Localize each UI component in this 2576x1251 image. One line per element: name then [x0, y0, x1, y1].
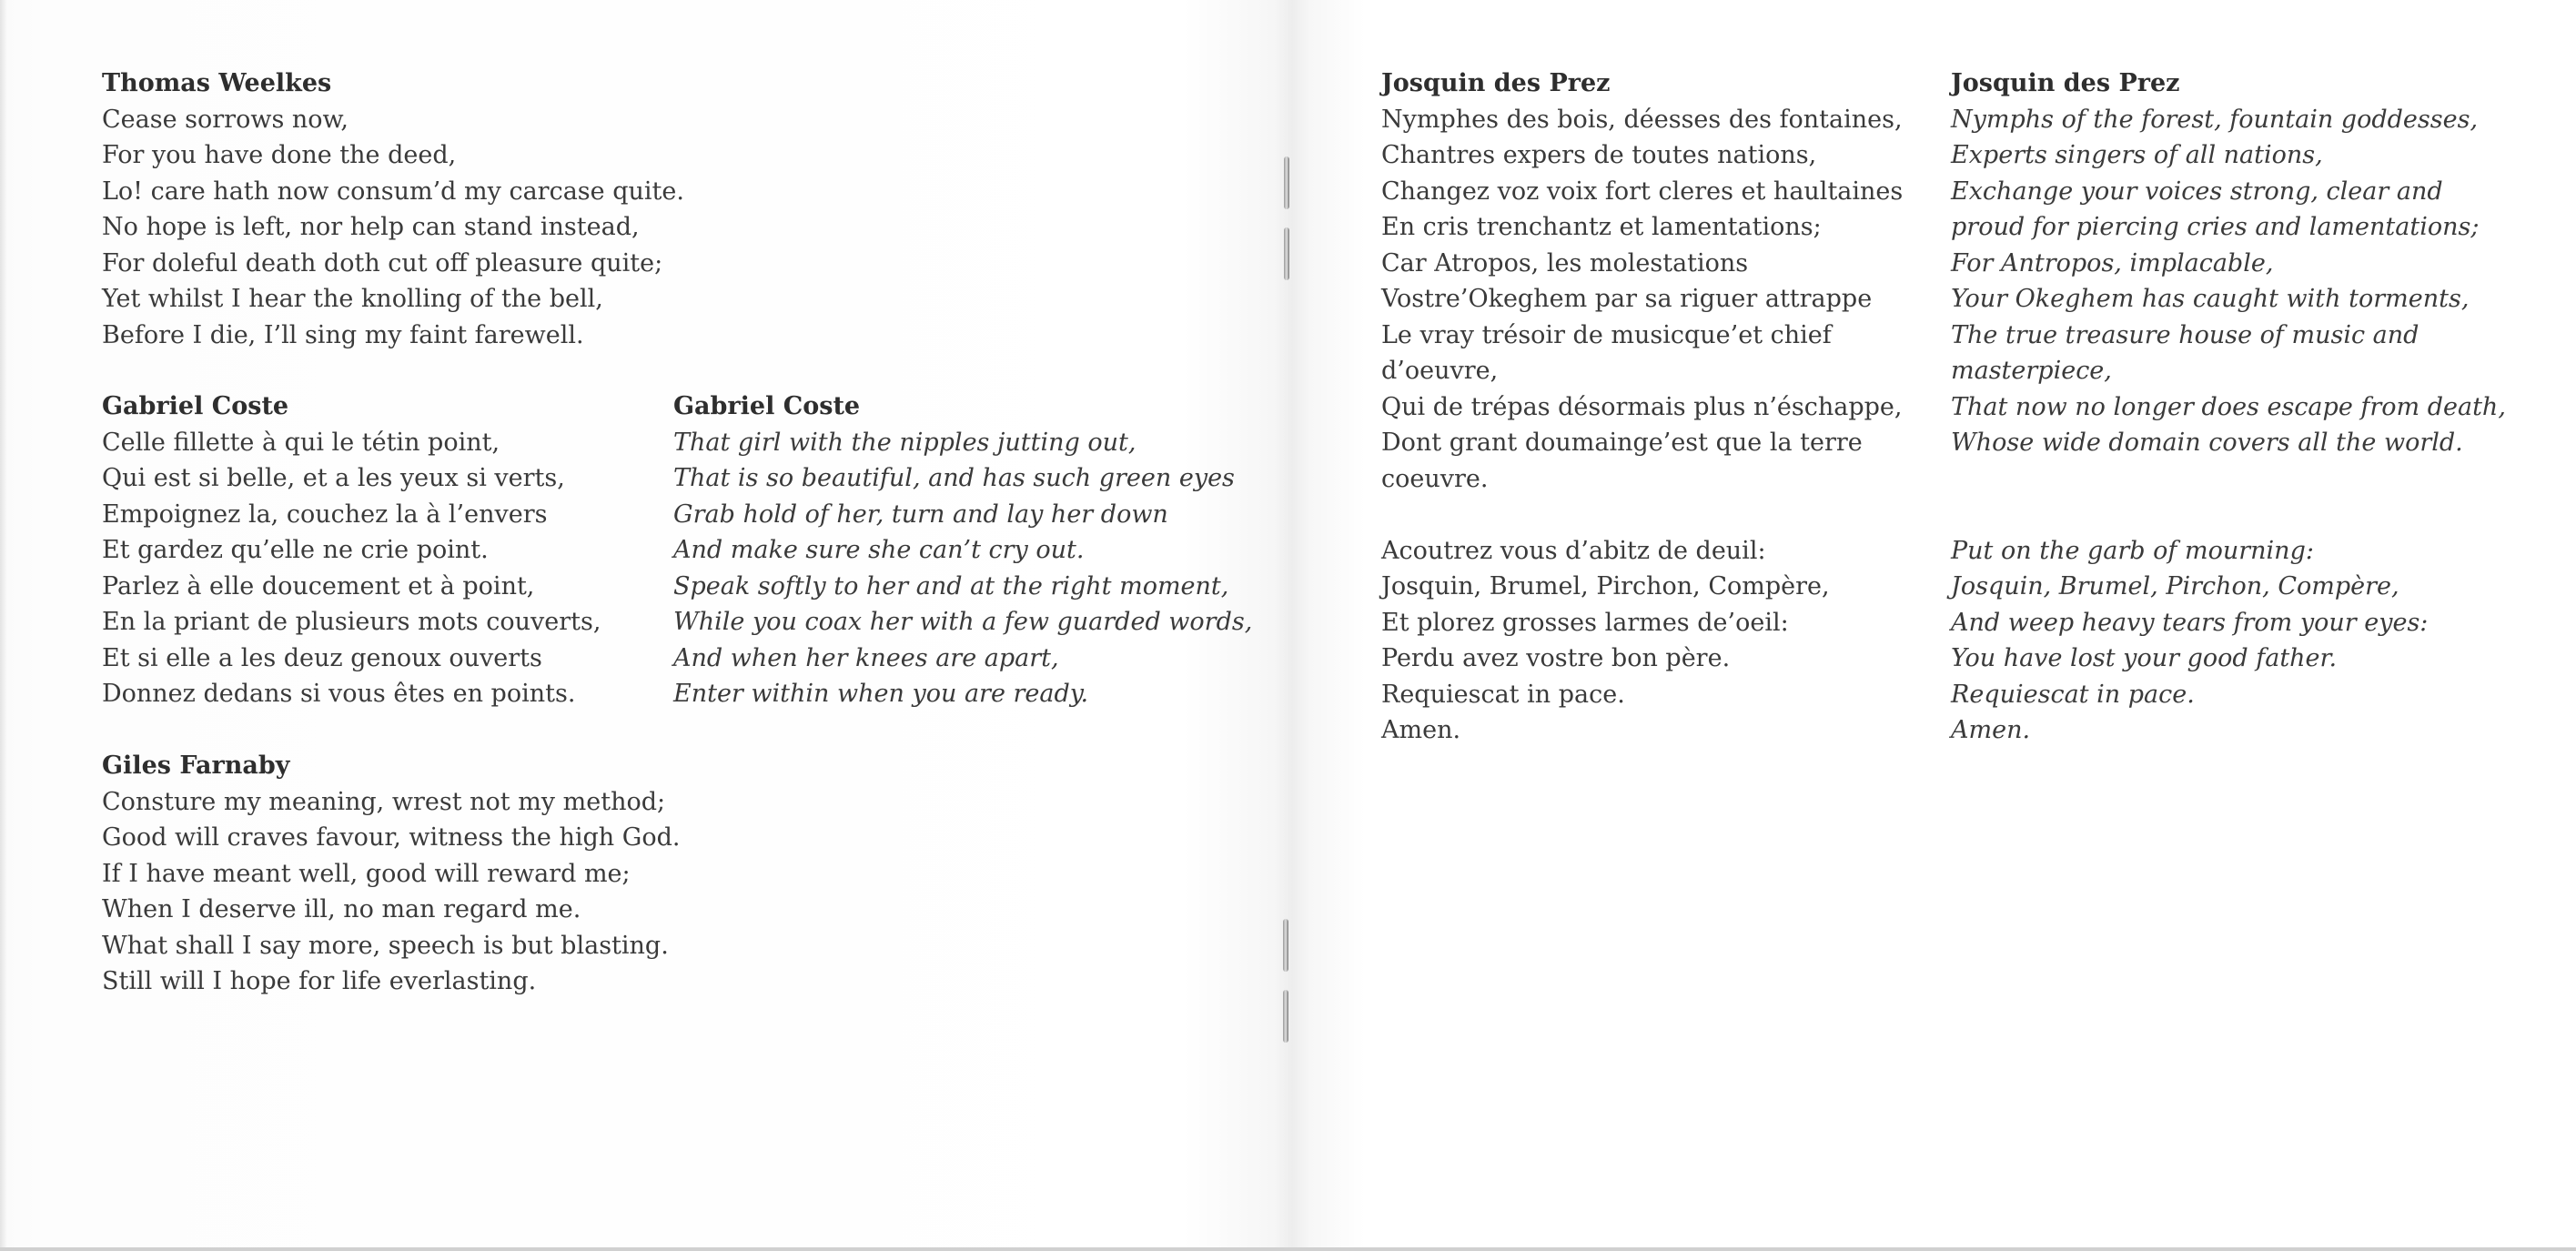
composer-heading: Giles Farnaby — [102, 752, 290, 780]
staple-top-lower — [1284, 227, 1289, 280]
text-line: Car Atropos, les molestations — [1381, 248, 1749, 277]
text-line: Josquin, Brumel, Pirchon, Compère, — [1951, 572, 2399, 600]
text-line: Dont grant doumainge’est que la terre — [1381, 429, 1863, 457]
text-line: For you have done the deed, — [102, 141, 457, 169]
text-line: Nymphes des bois, déesses des fontaines, — [1381, 105, 1903, 134]
composer-heading: Josquin des Prez — [1381, 69, 1611, 97]
text-line: Et plorez grosses larmes de’oeil: — [1381, 608, 1789, 637]
text-line: Empoignez la, couchez la à l’envers — [102, 499, 548, 529]
composer-heading: Gabriel Coste — [102, 392, 289, 420]
text-line: coeuvre. — [1381, 464, 1489, 493]
text-line: And make sure she can’t cry out. — [673, 536, 1085, 564]
text-line: Speak softly to her and at the right moment, — [673, 571, 1229, 600]
text-line: You have lost your good father. — [1951, 644, 2338, 672]
text-line: Changez voz voix fort cleres et haultaines — [1381, 177, 1904, 206]
composer-heading: Thomas Weelkes — [102, 69, 332, 97]
text-line: That is so beautiful, and has such green eyes — [673, 464, 1235, 492]
text-line: d’oeuvre, — [1381, 357, 1499, 385]
josquin-original-text — [1381, 66, 1903, 749]
text-line: Your Okeghem has caught with torments, — [1951, 285, 2470, 313]
text-line: Still will I hope for life everlasting. — [102, 967, 537, 995]
text-line: Cease sorrows now, — [102, 105, 349, 134]
text-line: For Antropos, implacable, — [1951, 248, 2274, 277]
text-line: If I have meant well, good will reward me; — [102, 859, 631, 888]
composer-heading: Josquin des Prez — [1951, 69, 2180, 97]
text-line: Donnez dedans si vous êtes en points. — [102, 680, 576, 708]
text-line: The true treasure house of music and — [1951, 320, 2419, 349]
composer-heading: Gabriel Coste — [673, 392, 861, 420]
text-line: Consture my meaning, wrest not my method; — [102, 787, 666, 816]
text-line: Exchange your voices strong, clear and — [1951, 177, 2443, 206]
text-line: Requiescat in pace. — [1381, 680, 1625, 709]
text-line: Qui est si belle, et a les yeux si verts, — [102, 464, 565, 492]
text-line: Yet whilst I hear the knolling of the bell, — [102, 285, 603, 313]
text-line: Put on the garb of mourning: — [1951, 536, 2314, 565]
coste-original-text — [102, 388, 601, 712]
text-line: Whose wide domain covers all the world. — [1951, 429, 2463, 457]
text-line: Experts singers of all nations, — [1951, 141, 2323, 169]
text-line: What shall I say more, speech is but blasting. — [102, 931, 669, 960]
text-line: masterpiece, — [1951, 357, 2112, 385]
text-line: Josquin, Brumel, Pirchon, Compère, — [1381, 572, 1830, 600]
text-line: Qui de trépas désormais plus n’éschappe, — [1381, 392, 1903, 421]
stanza-gap — [1951, 461, 2506, 498]
text-line: Et gardez qu’elle ne crie point. — [102, 536, 489, 564]
text-line: Le vray trésoir de musicque’et chief — [1381, 320, 1832, 349]
text-line: Amen. — [1951, 716, 2031, 744]
staple-bottom-upper — [1283, 919, 1288, 972]
staple-top-upper — [1284, 156, 1289, 209]
weelkes-text — [102, 66, 684, 353]
text-line: While you coax her with a few guarded words, — [673, 608, 1253, 636]
text-line: Enter within when you are ready. — [673, 680, 1089, 708]
text-line: Parlez à elle doucement et à point, — [102, 571, 535, 600]
text-line: Acoutrez vous d’abitz de deuil: — [1381, 536, 1766, 565]
text-line: When I deserve ill, no man regard me. — [102, 895, 581, 923]
text-line: Perdu avez vostre bon père. — [1381, 644, 1731, 672]
josquin-translation-text — [1951, 66, 2506, 749]
text-line: That now no longer does escape from death, — [1951, 392, 2506, 421]
text-line: And when her knees are apart, — [673, 643, 1059, 672]
staple-bottom-lower — [1283, 990, 1288, 1043]
farnaby-text — [102, 748, 680, 1000]
text-line: Celle fillette à qui le tétin point, — [102, 428, 500, 457]
text-line: For doleful death doth cut off pleasure quite; — [102, 248, 663, 277]
text-line: Grab hold of her, turn and lay her down — [673, 499, 1168, 529]
text-line: proud for piercing cries and lamentations; — [1951, 213, 2480, 241]
text-line: Requiescat in pace. — [1951, 680, 2195, 709]
text-line: And weep heavy tears from your eyes: — [1951, 608, 2429, 637]
text-line: Amen. — [1381, 716, 1461, 744]
text-line: Et si elle a les deuz genoux ouverts — [102, 643, 542, 672]
stanza-gap — [1951, 497, 2506, 533]
text-line: Lo! care hath now consum’d my carcase quite. — [102, 177, 684, 206]
text-line: Chantres expers de toutes nations, — [1381, 141, 1817, 169]
text-line: No hope is left, nor help can stand instead, — [102, 213, 640, 241]
text-line: Before I die, I’ll sing my faint farewell. — [102, 320, 584, 349]
text-line: En cris trenchantz et lamentations; — [1381, 213, 1822, 241]
text-line: That girl with the nipples jutting out, — [673, 428, 1136, 457]
coste-translation-text — [673, 388, 1252, 712]
text-line: Nymphs of the forest, fountain goddesses, — [1951, 105, 2479, 134]
text-line: Good will craves favour, witness the high God. — [102, 823, 681, 852]
text-line: En la priant de plusieurs mots couverts, — [102, 608, 601, 636]
stanza-gap — [1381, 497, 1903, 533]
text-line: Vostre’Okeghem par sa riguer attrappe — [1381, 285, 1873, 313]
